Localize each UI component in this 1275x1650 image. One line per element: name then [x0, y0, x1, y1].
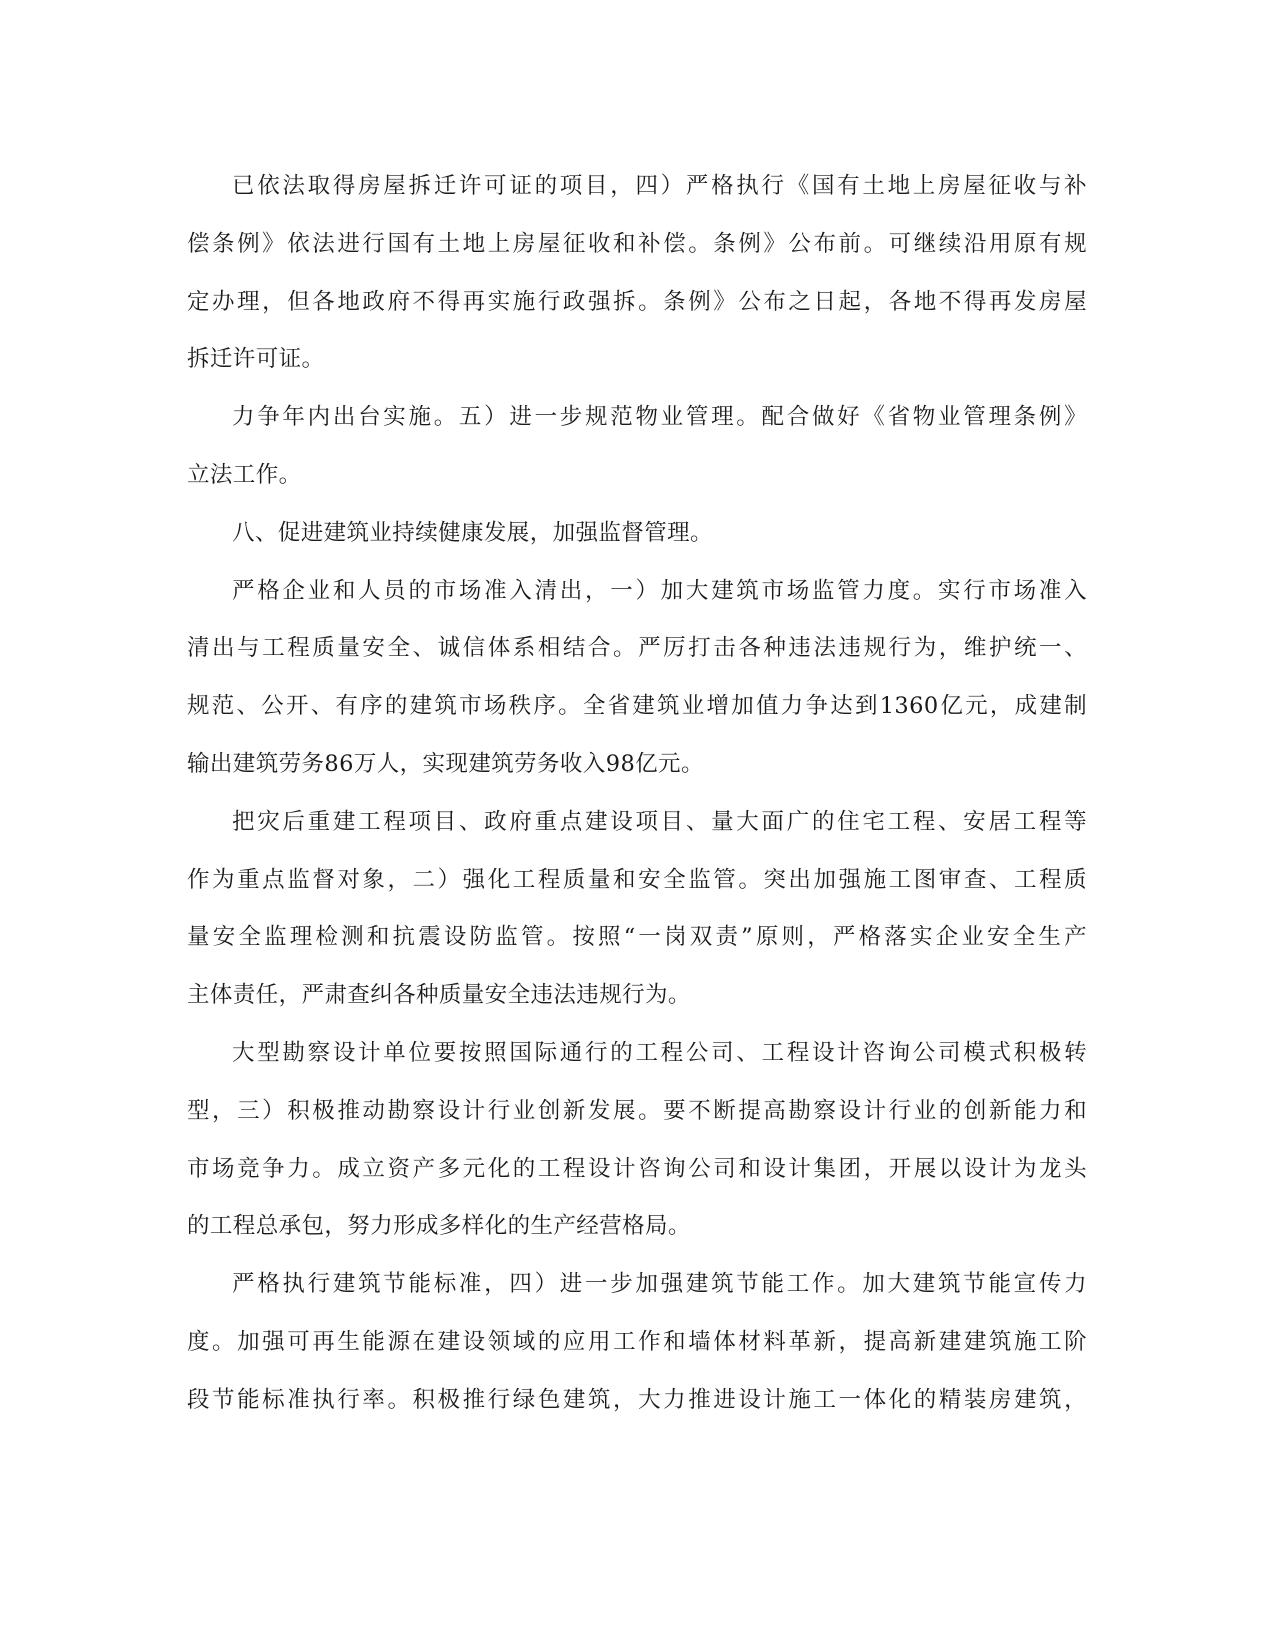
text-line: 严格企业和人员的市场准入清出，一）加大建筑市场监管力度。实行市场准入: [232, 577, 1087, 604]
text-line: 偿条例》依法进行国有土地上房屋征收和补偿。条例》公布前。可继续沿用原有规: [187, 230, 1087, 257]
text-line: 清出与工程质量安全、诚信体系相结合。严厉打击各种违法违规行为，维护统一、: [187, 635, 1087, 662]
text-line: 规范、公开、有序的建筑市场秩序。全省建筑业增加值力争达到1360亿元，成建制: [187, 693, 1087, 720]
text-line: 力争年内出台实施。五）进一步规范物业管理。配合做好《省物业管理条例》: [232, 404, 1087, 431]
text-line: 市场竞争力。成立资产多元化的工程设计咨询公司和设计集团，开展以设计为龙头: [187, 1155, 1087, 1182]
text-line: 的工程总承包，努力形成多样化的生产经营格局。: [187, 1213, 691, 1240]
text-line: 大型勘察设计单位要按照国际通行的工程公司、工程设计咨询公司模式积极转: [232, 1039, 1087, 1066]
text-line: 主体责任，严肃查纠各种质量安全违法违规行为。: [187, 982, 691, 1009]
paragraph-p7: [187, 1256, 1087, 1429]
text-line: 量安全监理检测和抗震设防监管。按照“一岗双责”原则，严格落实企业安全生产: [187, 924, 1087, 951]
paragraph-p3: [187, 505, 1087, 563]
text-line: 严格执行建筑节能标准，四）进一步加强建筑节能工作。加大建筑节能宣传力: [232, 1271, 1087, 1298]
text-line: 作为重点监督对象，二）强化工程质量和安全监管。突出加强施工图审查、工程质: [187, 866, 1087, 893]
text-line: 型，三）积极推动勘察设计行业创新发展。要不断提高勘察设计行业的创新能力和: [187, 1097, 1087, 1124]
paragraph-p1: [187, 158, 1087, 389]
text-line: 定办理，但各地政府不得再实施行政强拆。条例》公布之日起，各地不得再发房屋: [187, 288, 1087, 315]
text-line: 段节能标准执行率。积极推行绿色建筑，大力推进设计施工一体化的精装房建筑，: [187, 1386, 1087, 1413]
text-line: 八、促进建筑业持续健康发展，加强监督管理。: [232, 519, 713, 546]
text-line: 把灾后重建工程项目、政府重点建设项目、量大面广的住宅工程、安居工程等: [232, 808, 1087, 835]
paragraph-p6: [187, 1025, 1087, 1256]
text-line: 立法工作。: [187, 461, 302, 488]
text-line: 已依法取得房屋拆迁许可证的项目，四）严格执行《国有土地上房屋征收与补: [232, 173, 1087, 199]
text-line: 度。加强可再生能源在建设领域的应用工作和墙体材料革新，提高新建建筑施工阶: [187, 1328, 1087, 1355]
paragraph-p5: [187, 794, 1087, 1025]
paragraph-p4: [187, 563, 1087, 794]
paragraph-p2: [187, 389, 1087, 505]
text-line: 拆迁许可证。: [187, 346, 325, 373]
text-line: 输出建筑劳务86万人，实现建筑劳务收入98亿元。: [187, 750, 704, 777]
document-body: [187, 158, 1087, 1430]
